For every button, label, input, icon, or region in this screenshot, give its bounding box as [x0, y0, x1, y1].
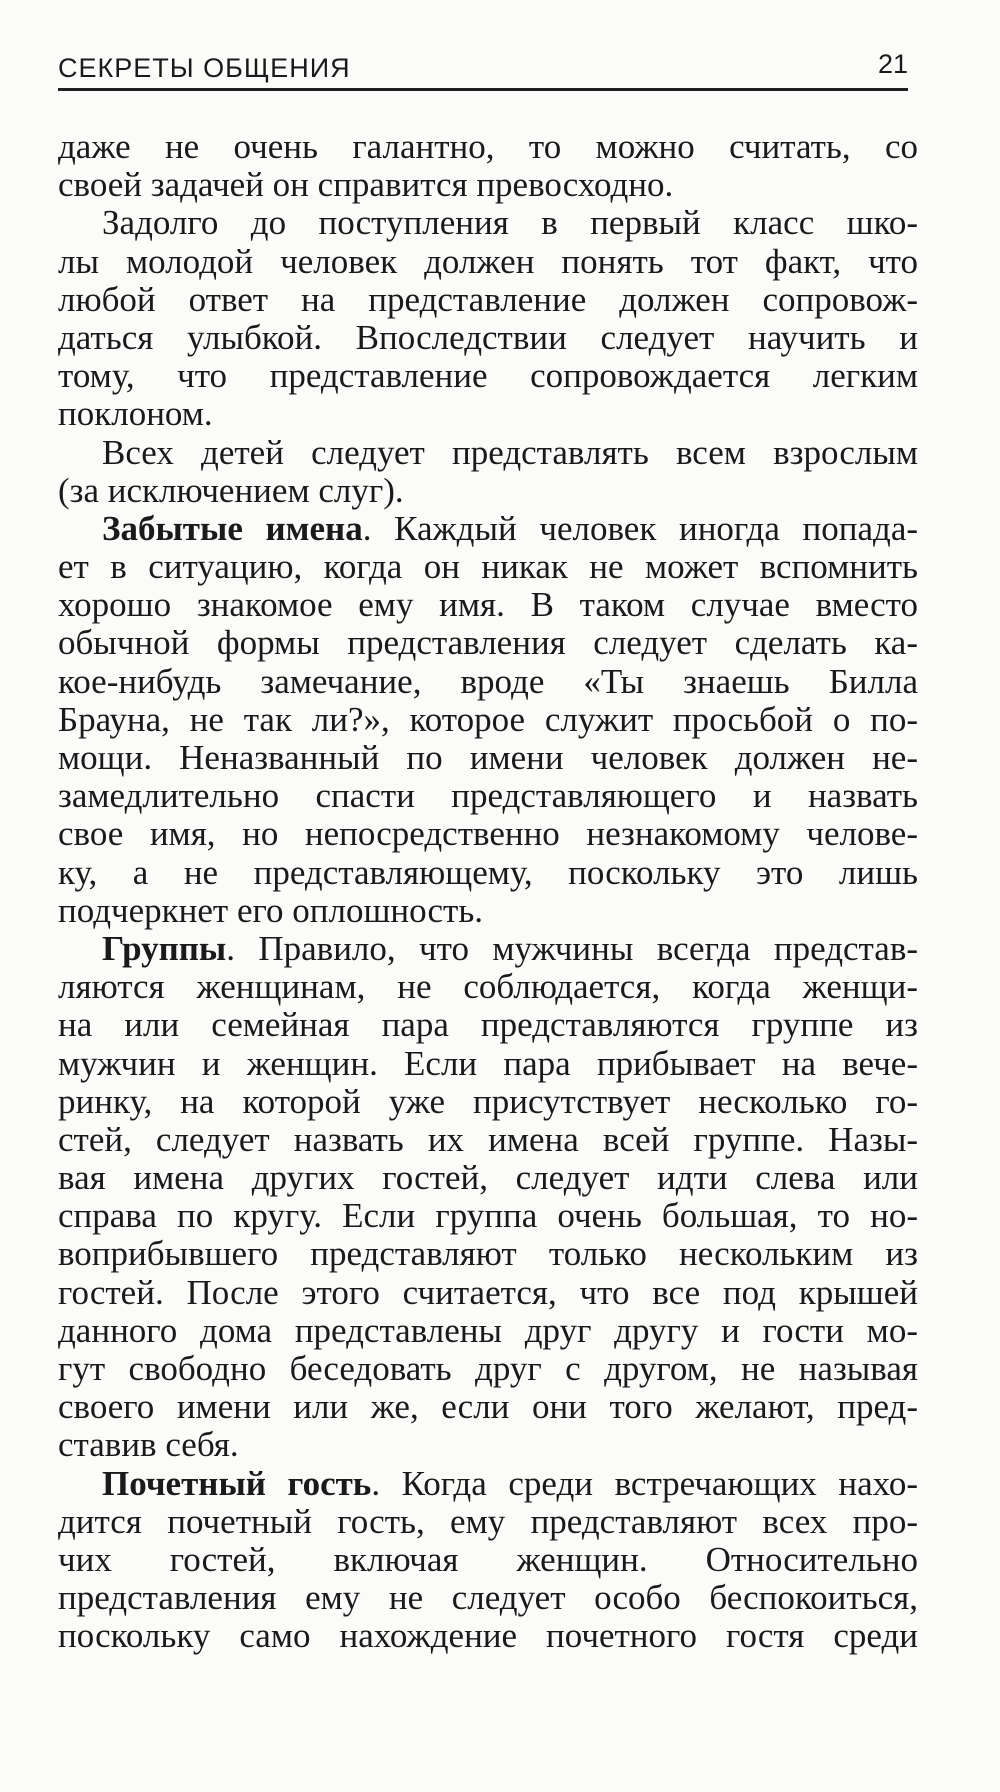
- text-line: на или семейная пара представляются группе из: [58, 1005, 918, 1045]
- text-line: замедлительно спасти представляющего и назвать: [58, 776, 918, 816]
- text-line: стей, следует назвать их имена всей группе. Назы-: [58, 1119, 918, 1159]
- text-line: ставив себя.: [58, 1425, 239, 1465]
- text-line: хорошо знакомое ему имя. В таком случае вместо: [58, 585, 918, 625]
- text-line: представления ему не следует особо беспокоиться,: [58, 1578, 918, 1618]
- page-number: 21: [877, 49, 908, 79]
- text-line: лы молодой человек должен понять тот факт, что: [58, 241, 918, 281]
- text-line: дится почетный гость, ему представляют всех про-: [58, 1501, 918, 1541]
- section-heading: Группы: [102, 928, 227, 968]
- running-header: [58, 44, 908, 91]
- text-line: ляются женщинам, не соблюдается, когда женщи-: [58, 967, 918, 1007]
- paragraph: [58, 434, 918, 510]
- section-heading: Забытые имена: [102, 508, 363, 548]
- text-line: [58, 510, 918, 548]
- text-line: гут свободно беседовать друг с другом, не называя: [58, 1349, 918, 1388]
- paragraph: [58, 128, 918, 204]
- text-line: даже не очень галантно, то можно считать, со: [58, 127, 918, 166]
- text-line: ку, а не представляющему, поскольку это лишь: [58, 852, 918, 892]
- section-heading: Почетный гость: [102, 1463, 372, 1503]
- text-line: Всех детей следует представлять всем взрослым: [102, 432, 918, 472]
- text-line: чих гостей, включая женщин. Относительно: [58, 1539, 918, 1579]
- text-line: поклоном.: [58, 394, 213, 434]
- text-line: гостей. После этого считается, что все под крышей: [58, 1272, 918, 1312]
- text-line: поскольку само нахождение почетного гостя среди: [58, 1616, 918, 1656]
- text-line: обычной формы представления следует сделать ка-: [58, 623, 918, 663]
- paragraph: [58, 1465, 918, 1656]
- text-line: ринку, на которой уже присутствует несколько го-: [58, 1081, 918, 1121]
- text-line: данного дома представлены друг другу и гости мо-: [58, 1310, 918, 1350]
- text-line: мужчин и женщин. Если пара прибывает на вече-: [58, 1043, 918, 1083]
- text-line: [58, 1465, 918, 1503]
- text-run: . Каждый человек иногда попада-: [362, 508, 919, 548]
- paragraph: [58, 510, 918, 930]
- text-line: [58, 930, 918, 968]
- text-line: любой ответ на представление должен сопровож-: [58, 279, 918, 319]
- body-text: [58, 128, 918, 1656]
- text-line: Задолго до поступления в первый класс шко-: [102, 203, 918, 243]
- text-run: . Правило, что мужчины всегда представ-: [226, 928, 918, 968]
- paragraph: [58, 930, 918, 1465]
- paragraph: [58, 204, 918, 433]
- text-line: мощи. Неназванный по имени человек должен не-: [58, 738, 918, 777]
- text-line: (за исключением слуг).: [58, 470, 404, 510]
- running-title: СЕКРЕТЫ ОБЩЕНИЯ: [58, 53, 351, 83]
- text-line: воприбывшего представляют только нескольким из: [58, 1234, 918, 1274]
- text-line: своей задачей он справится превосходно.: [58, 165, 674, 205]
- text-line: Брауна, не так ли?», которое служит просьбой о по-: [58, 699, 918, 739]
- text-line: справа по кругу. Если группа очень большая, то но-: [58, 1196, 918, 1236]
- text-run: . Когда среди встречающих нахо-: [371, 1463, 918, 1503]
- text-line: даться улыбкой. Впоследствии следует научить и: [58, 317, 918, 357]
- text-line: свое имя, но непосредственно незнакомому челове-: [58, 814, 918, 854]
- text-line: тому, что представление сопровождается легким: [58, 356, 918, 396]
- text-line: ет в ситуацию, когда он никак не может вспомнить: [58, 547, 918, 587]
- text-line: кое-нибудь замечание, вроде «Ты знаешь Билла: [58, 661, 918, 701]
- text-line: своего имени или же, если они того желают, пред-: [58, 1387, 918, 1427]
- text-line: подчеркнет его оплошность.: [58, 890, 484, 930]
- text-line: вая имена других гостей, следует идти слева или: [58, 1158, 918, 1198]
